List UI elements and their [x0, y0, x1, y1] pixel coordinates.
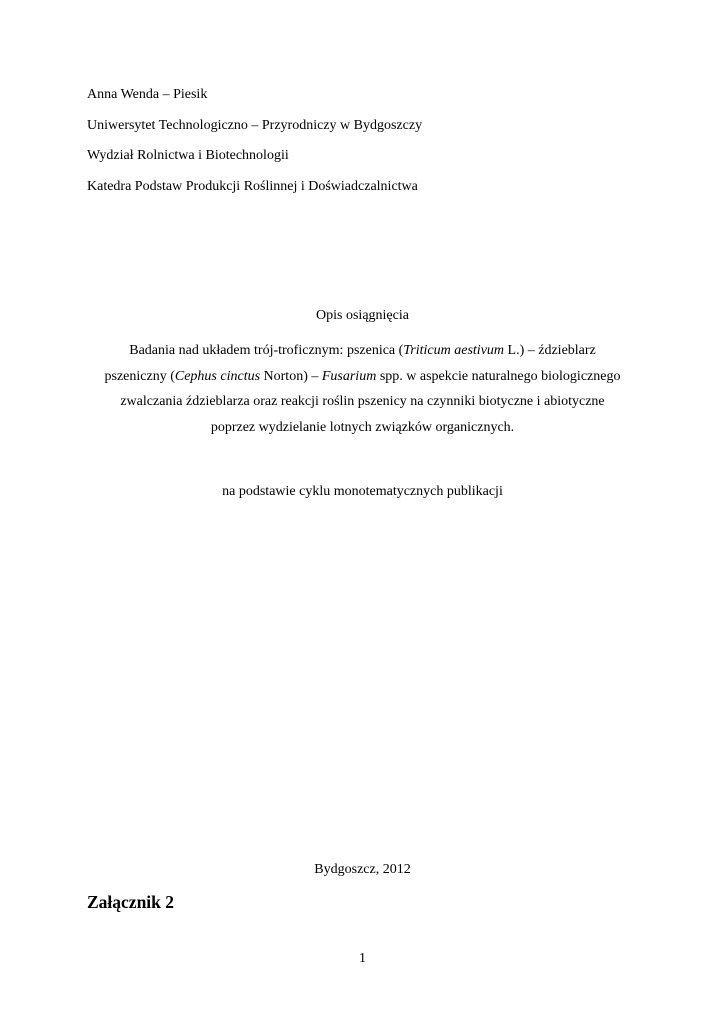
- publication-basis: na podstawie cyklu monotematycznych publikacji: [222, 484, 503, 499]
- description-line-1: [60, 338, 665, 364]
- description-line-3: zwalczania ździeblarza oraz reakcji roślin pszenicy na czynniki biotyczne i abiotyczne: [120, 394, 605, 409]
- description-text: L.) – ździeblarz: [504, 343, 596, 358]
- annex-label: Załącznik 2: [87, 892, 175, 912]
- description-text: Badania nad układem trój-troficznym: pszenica (: [129, 343, 404, 358]
- description-line-2: [60, 364, 665, 390]
- author-name: Anna Wenda – Piesik: [87, 87, 208, 102]
- page-number: 1: [359, 951, 366, 966]
- section-title: Opis osiągnięcia: [316, 308, 409, 323]
- university-name: Uniwersytet Technologiczno – Przyrodniczy w Bydgoszczy: [87, 117, 423, 133]
- achievement-description: [60, 338, 665, 440]
- description-text: pszeniczny (: [104, 368, 175, 384]
- species-name-wheat: Triticum aestivum: [403, 343, 505, 358]
- author-affiliation-block: [87, 86, 647, 208]
- description-line-4: poprzez wydzielanie lotnych związków organicznych.: [210, 419, 515, 435]
- department-name: Katedra Podstaw Produkcji Roślinnej i Doświadczalnictwa: [87, 178, 418, 194]
- description-text: Norton) –: [260, 368, 322, 384]
- species-name-sawfly: Cephus cinctus: [174, 368, 261, 384]
- genus-name-fusarium: Fusarium: [321, 368, 377, 384]
- description-text: spp. w aspekcie naturalnego biologicznego: [376, 368, 621, 384]
- place-date: Bydgoszcz, 2012: [314, 862, 411, 877]
- faculty-name: Wydział Rolnictwa i Biotechnologii: [87, 148, 289, 163]
